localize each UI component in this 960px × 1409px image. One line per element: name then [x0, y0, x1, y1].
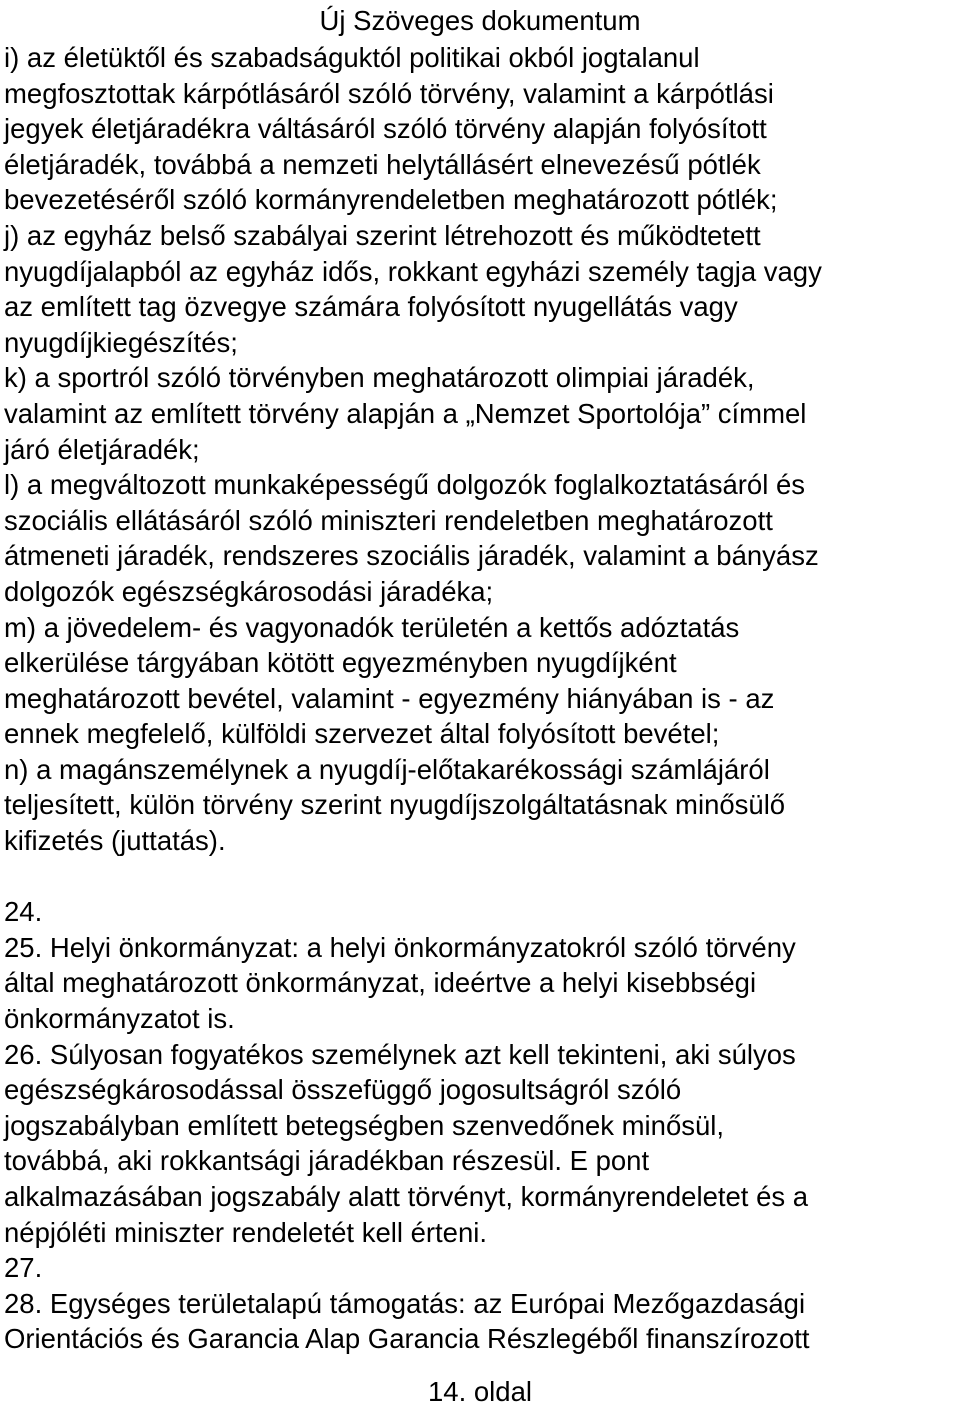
text-line: bevezetéséről szóló kormányrendeletben meghatározott pótlék; — [4, 184, 778, 216]
text-line: teljesített, külön törvény szerint nyugdíjszolgáltatásnak minősülő — [4, 789, 786, 821]
text-line: életjáradék, továbbá a nemzeti helytállásért elnevezésű pótlék — [4, 148, 761, 180]
text-line: egészségkárosodással összefüggő jogosultságról szóló — [4, 1074, 682, 1106]
text-line: 27. — [4, 1252, 43, 1284]
text-line: nyugdíjkiegészítés; — [4, 326, 238, 358]
text-line: jogszabályban említett betegségben szenvedőnek minősül, — [4, 1109, 725, 1141]
blank-line — [4, 859, 960, 895]
text-line: 25. Helyi önkormányzat: a helyi önkormányzatokról szóló törvény — [4, 931, 796, 963]
text-line: 24. — [4, 896, 43, 928]
text-line: j) az egyház belső szabályai szerint létrehozott és működtetett — [4, 219, 761, 251]
text-line: i) az életüktől és szabadságuktól politikai okból jogtalanul — [4, 42, 700, 73]
text-line: m) a jövedelem- és vagyonadók területén a kettős adóztatás — [4, 611, 740, 643]
text-line: k) a sportról szóló törvényben meghatározott olimpiai járadék, — [4, 362, 755, 394]
text-line: által meghatározott önkormányzat, ideértve a helyi kisebbségi — [4, 967, 757, 999]
text-line: Orientációs és Garancia Alap Garancia Részlegéből finanszírozott — [4, 1323, 810, 1355]
document-title: Új Szöveges dokumentum — [319, 5, 641, 36]
text-line: dolgozók egészségkárosodási járadéka; — [4, 575, 494, 607]
text-line: meghatározott bevétel, valamint - egyezmény hiányában is - az — [4, 682, 775, 714]
text-line: továbbá, aki rokkantsági járadékban részesül. E pont — [4, 1145, 650, 1177]
text-line: 28. Egységes területalapú támogatás: az Európai Mezőgazdasági — [4, 1287, 806, 1319]
text-line: népjóléti miniszter rendeletét kell érteni. — [4, 1216, 488, 1248]
text-line: nyugdíjalapból az egyház idős, rokkant egyházi személy tagja vagy — [4, 255, 822, 287]
text-line: szociális ellátásáról szóló miniszteri rendeletben meghatározott — [4, 504, 773, 536]
text-line: az említett tag özvegye számára folyósított nyugellátás vagy — [4, 291, 738, 323]
text-line: ennek megfelelő, külföldi szervezet által folyósított bevétel; — [4, 718, 720, 750]
page-number: 14. oldal — [428, 1376, 532, 1407]
text-line: önkormányzatot is. — [4, 1003, 235, 1035]
text-line: valamint az említett törvény alapján a „Nemzet Sportolója” címmel — [4, 397, 807, 429]
text-line: alkalmazásában jogszabály alatt törvényt, kormányrendeletet és a — [4, 1181, 809, 1212]
text-line: átmeneti járadék, rendszeres szociális járadék, valamint a bányász — [4, 540, 819, 572]
text-line: 26. Súlyosan fogyatékos személynek azt kell tekinteni, aki súlyos — [4, 1038, 796, 1070]
text-line: megfosztottak kárpótlásáról szóló törvény, valamint a kárpótlási — [4, 77, 774, 109]
text-line: jegyek életjáradékra váltásáról szóló törvény alapján folyósított — [4, 113, 767, 145]
text-line: járó életjáradék; — [4, 433, 200, 465]
text-line: kifizetés (juttatás). — [4, 825, 226, 857]
document-body — [4, 40, 960, 1357]
text-line: n) a magánszemélynek a nyugdíj-előtakarékossági számlájáról — [4, 753, 770, 785]
text-line: l) a megváltozott munkaképességű dolgozók foglalkoztatásáról és — [4, 469, 806, 501]
text-line: elkerülése tárgyában kötött egyezményben nyugdíjként — [4, 647, 677, 679]
